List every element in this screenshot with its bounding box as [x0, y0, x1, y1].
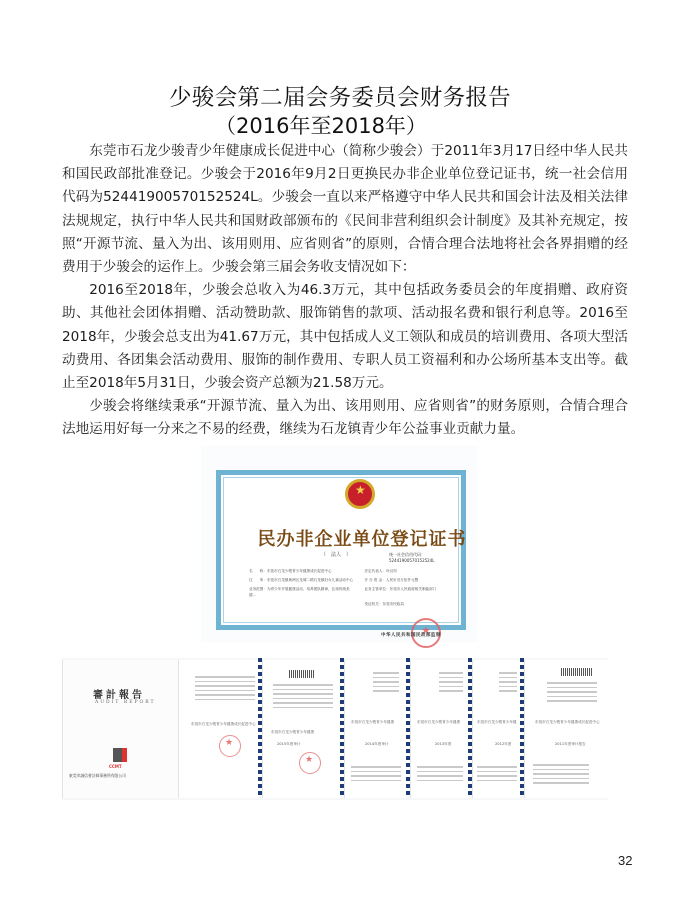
- national-emblem-icon: [345, 479, 375, 509]
- audit-page-title: 东莞市石龙少骏青少年健康成长促进中心: [191, 722, 256, 726]
- text-lines: [499, 672, 517, 695]
- barcode-icon: [289, 670, 315, 678]
- certificate-type: （ 法人 ）: [321, 552, 352, 558]
- certificate-field-representative: 法定代表人：叶汉均: [364, 569, 397, 573]
- audit-firm-name: 東莞市誠信會計師事務所有限公司: [69, 773, 126, 778]
- text-lines: [373, 672, 399, 695]
- audit-report-page: [524, 660, 608, 798]
- audit-report-page: [262, 660, 340, 798]
- certificate-field-name: 名 称：东莞市石龙少骏青少年健康成长促进中心: [249, 569, 332, 573]
- audit-page-year: 2014年度审计: [365, 742, 389, 746]
- certificate-field-scope: 业务范围：为青少年开展健康活动，培养团队精神，弘扬传统美德…: [249, 587, 350, 597]
- report-body: [62, 140, 628, 442]
- audit-page-year: 2013年度: [435, 742, 452, 746]
- audit-page-year: 2011年度审计报告: [555, 742, 586, 746]
- audit-report-page: [178, 660, 258, 798]
- audit-cover-subtitle: AUDIT REPORT: [95, 700, 156, 705]
- audit-page-title: 东莞市石龙少骏青少年健康: [271, 730, 315, 734]
- certificate-row: [249, 601, 471, 607]
- audit-page-title: 东莞市石龙少骏青少年健康: [417, 720, 461, 724]
- page-number: 32: [618, 853, 633, 868]
- audit-page-title: 东莞市石龙少骏青少年健: [477, 720, 517, 724]
- text-lines: [533, 764, 589, 787]
- text-lines: [417, 766, 463, 784]
- text-lines: [273, 684, 333, 711]
- audit-report-page: [344, 660, 406, 798]
- red-stamp-icon: [219, 735, 241, 757]
- text-lines: [477, 766, 517, 784]
- audit-report-page: [410, 660, 468, 798]
- barcode-icon: [561, 668, 593, 676]
- text-lines: [439, 672, 463, 695]
- paragraph-closing: 少骏会将继续秉承“开源节流、量入为出、该用则用、应省则省”的财务原则，合情合理合法地运用好每一分来之不易的经费，继续为石龙镇青少年公益事业贡献力量。: [62, 398, 628, 438]
- certificate-fields: [249, 568, 471, 610]
- certificate-field-issuer: 发证机关：东莞市民政局: [364, 602, 404, 606]
- report-subtitle: （2016年至2018年）: [215, 114, 427, 138]
- certificate-row: [249, 568, 471, 574]
- red-stamp-icon: [299, 752, 321, 774]
- certificate-footer: 中华人民共和国民政部监制: [381, 633, 441, 638]
- certificate-title: 民办非企业单位登记证书: [257, 529, 467, 550]
- certificate-credit-code: 统一社会信用代码：52441900570152524L: [389, 552, 435, 563]
- text-lines: [195, 676, 255, 703]
- audit-page-title: 东莞市石龙少骏青少年健康: [351, 720, 395, 724]
- audit-reports-image: [62, 658, 608, 800]
- firm-logo-icon: [113, 748, 127, 762]
- report-title: 少骏会第二届会务委员会财务报告: [168, 85, 511, 111]
- certificate-border: [216, 470, 466, 630]
- audit-report-cover: [62, 660, 178, 798]
- title-block: [0, 84, 680, 139]
- audit-report-page: [472, 660, 520, 798]
- certificate-field-authority: 业务主管单位：东莞市人民政府相关职能部门: [364, 587, 437, 591]
- audit-page-year: 2015年度审计: [277, 742, 301, 746]
- certificate-field-empty: [249, 601, 356, 607]
- audit-page-title: 东莞市石龙少骏青少年健康成长促进中心: [535, 720, 600, 724]
- audit-cover-title: 審計報告: [93, 690, 145, 701]
- text-lines: [547, 682, 597, 705]
- text-lines: [351, 766, 401, 784]
- certificate-row: [249, 577, 471, 583]
- audit-page-year: 2012年度: [495, 742, 512, 746]
- firm-logo-text: CCMT: [109, 764, 122, 769]
- registration-certificate-image: [201, 446, 478, 642]
- certificate-field-capital: 开 办 资 金：人民币叁万伍仟元整: [364, 578, 419, 582]
- certificate-field-address: 住 所：东莞市石龙镇黄洲区龙城二路石龙镇妇女儿童活动中心: [249, 578, 354, 582]
- paragraph-finances: 2016至2018年，少骏会总收入为46.3万元，其中包括政务委员会的年度捐赠、政府资助、其他社会团体捐赠、活动赞助款、服饰销售的款项、活动报名费和银行利息等。2016至2018年，少骏会总支出为41.67万元，其中包括成人义工领队和成员的培训费用、各项大型活动费用、各团集会活动费用、服饰的制作费用、专职人员工资福利和办公场所基本支出等。截止至2018年5月31日，少骏会资产总额为21.58万元。: [62, 282, 628, 392]
- certificate-row: [249, 586, 471, 598]
- paragraph-intro: 东莞市石龙少骏青少年健康成长促进中心（简称少骏会）于2011年3月17日经中华人民共和国民政部批准登记。少骏会于2016年9月2日更换民办非企业单位登记证书，统一社会信用代码为52441900570152524L。少骏会一直以来严格遵守中华人民共和国会计法及相关法律法规规定，执行中华人民共和国财政部颁布的《民间非营利组织会计制度》及其补充规定，按照“开源节流、量入为出、该用则用、应省则省”的原则，合情合理合法地将社会各界捐赠的经费用于少骏会的运作上。少骏会第三届会务收支情况如下：: [62, 143, 628, 276]
